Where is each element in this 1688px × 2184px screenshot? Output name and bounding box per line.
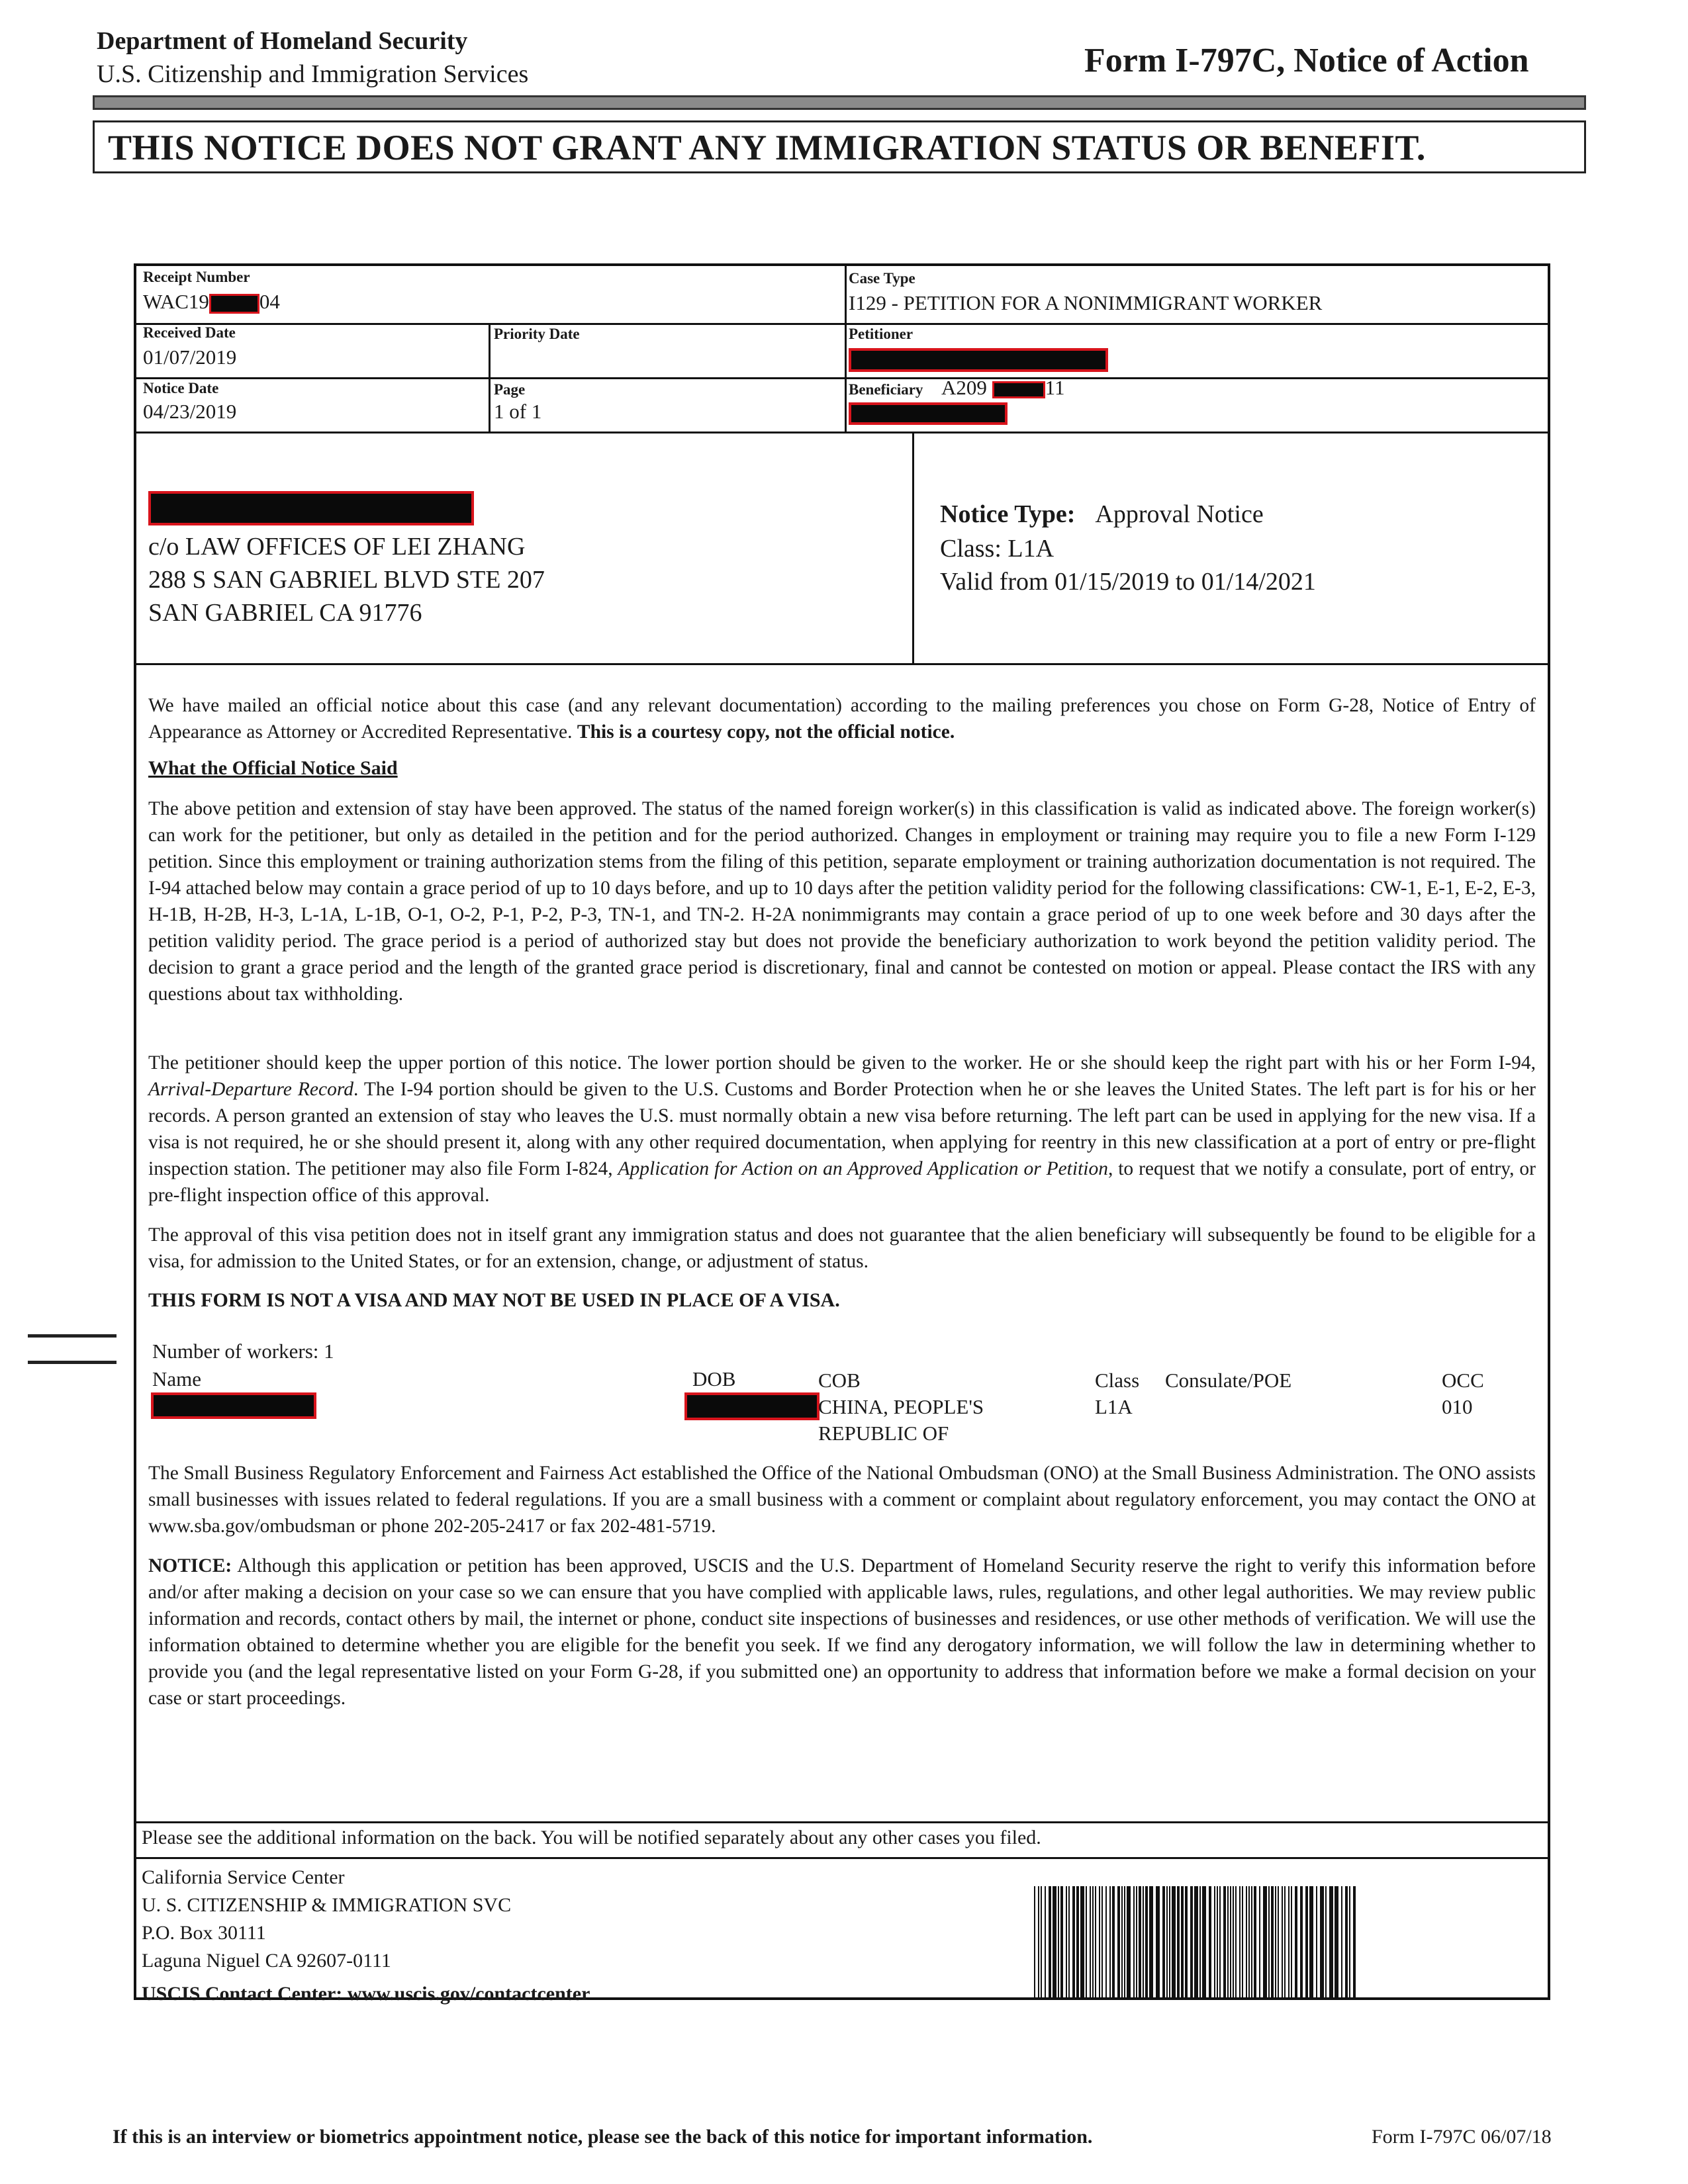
barcode-bar <box>1166 1886 1168 2000</box>
grid-line <box>136 323 1548 325</box>
form-title: Form I-797C, Notice of Action <box>1084 42 1529 79</box>
barcode-bar <box>1295 1886 1297 2000</box>
notice-validity: Valid from 01/15/2019 to 01/14/2021 <box>940 568 1316 596</box>
grid-line <box>489 323 491 432</box>
barcode-bar <box>1316 1886 1317 2000</box>
barcode-bar <box>1127 1886 1131 2000</box>
grid-line <box>136 377 1548 379</box>
notice-text: Although this application or petition has been approved, USCIS and the U.S. Department of Homeland Security reserve the right to verify this information before and/or after making a decision on your case so we can ensure that you have complied with applicable laws, rules, regulations, and other legal authorities. We may review public information and records, contact others by mail, the internet or phone, conduct site inspections of businesses and residences, or use other methods of verification. We will use the information obtained to determine whether you are eligible for the benefit you seek. If we find any derogatory information, we will follow the law in determining whether to provide you (and the legal representative listed on your Form G-28, if you submitted one) an opportunity to address that information before we make a formal decision on your case or start proceedings. <box>148 1555 1536 1709</box>
a-number-prefix: A209 <box>941 376 987 399</box>
barcode-bar <box>1223 1886 1226 2000</box>
barcode-bar <box>1058 1886 1059 2000</box>
barcode-bar <box>1345 1886 1348 2000</box>
barcode-bar <box>1246 1886 1247 2000</box>
service-center-city: Laguna Niguel CA 92607-0111 <box>142 1950 391 1972</box>
barcode-bar <box>1219 1886 1221 2000</box>
address-line-1: c/o LAW OFFICES OF LEI ZHANG <box>148 533 526 561</box>
barcode-bar <box>1092 1886 1094 2000</box>
notice-label: NOTICE: <box>148 1555 232 1576</box>
barcode-bar <box>1181 1886 1184 2000</box>
barcode-bar <box>1169 1886 1170 2000</box>
notice-date-label: Notice Date <box>143 380 219 396</box>
form-identifier: Form I-797C 06/07/18 <box>1372 2126 1552 2148</box>
contact-center-line: USCIS Contact Center: www.uscis.gov/contactcenter <box>142 1983 590 2005</box>
barcode-bar <box>1072 1886 1075 2000</box>
beneficiary-name-redaction <box>849 402 1008 425</box>
barcode-bar <box>1227 1886 1229 2000</box>
barcode-bar <box>1309 1886 1313 2000</box>
barcode-bar <box>1341 1886 1342 2000</box>
service-center-agency: U. S. CITIZENSHIP & IMMIGRATION SVC <box>142 1894 512 1916</box>
grid-line <box>136 1821 1548 1823</box>
header-bar <box>93 95 1586 110</box>
case-type: I129 - PETITION FOR A NONIMMIGRANT WORKER <box>849 291 1323 314</box>
case-type-label: Case Type <box>849 270 915 287</box>
barcode-bar <box>1233 1886 1234 2000</box>
worker-cob-label: COB <box>818 1369 861 1392</box>
verification-notice-paragraph <box>148 1553 1536 1711</box>
barcode-bar <box>1102 1886 1103 2000</box>
courtesy-copy-note: This is a courtesy copy, not the official notice. <box>577 721 955 743</box>
worker-class: L1A <box>1095 1395 1133 1418</box>
page-number: 1 of 1 <box>494 400 542 423</box>
approval-paragraph: The above petition and extension of stay have been approved. The status of the named foreign worker(s) in this classification is valid as indicated above. The foreign worker(s) can work for the petitioner, but only as detailed in the petition and for the period authorized. Changes in employment or training may require you to file a new Form I-129 petition. Since this employment or training authorization stems from the filing of this petition, separate employment or training authorization documentation is not required. The I-94 attached below may contain a grace period of up to 10 days before, and up to 10 days after the petition validity period for the following classifications: CW-1, E-1, E-2, E-3, H-1B, H-2B, H-3, L-1A, L-1B, O-1, O-2, P-1, P-2, P-3, TN-1, and TN-2. H-2A nonimmigrants may contain a grace period of up to one week before and 30 days after the petition validity period. The grace period is a period of authorized stay but does not provide the beneficiary authorization to work beyond the petition validity period. The decision to grant a grace period and the length of the granted grace period is discretionary, final and cannot be contested on motion or appeal. Please contact the IRS with any questions about tax withholding. <box>148 798 1536 1005</box>
barcode-bar <box>1136 1886 1137 2000</box>
barcode-bar <box>1248 1886 1250 2000</box>
department-name: Department of Homeland Security <box>97 27 468 55</box>
barcode-bar <box>1053 1886 1056 2000</box>
barcode-bar <box>1177 1886 1180 2000</box>
grid-line <box>136 432 1548 433</box>
beneficiary-a-number <box>941 376 1065 400</box>
barcode-bar <box>1288 1886 1289 2000</box>
petitioner-paragraph <box>148 1050 1536 1208</box>
worker-name-label: Name <box>152 1367 202 1390</box>
barcode-bar <box>1305 1886 1308 2000</box>
barcode-bar <box>1202 1886 1206 2000</box>
barcode-bar <box>1282 1886 1283 2000</box>
barcode-bar <box>1172 1886 1176 2000</box>
worker-dob-label: DOB <box>692 1367 736 1390</box>
barcode-bar <box>1329 1886 1333 2000</box>
redaction-block <box>992 381 1045 398</box>
barcode-bar <box>1291 1886 1292 2000</box>
barcode-bar <box>1239 1886 1241 2000</box>
barcode-bar <box>1034 1886 1035 2000</box>
barcode-bar <box>1099 1886 1100 2000</box>
p2-text-c: , to request that we notify a consulate, port of entry, or pre-flight inspection office of this approval. <box>148 1158 1536 1206</box>
notice-type-label: Notice Type: <box>940 500 1076 528</box>
barcode-bar <box>1268 1886 1270 2000</box>
barcode-bar <box>1349 1886 1350 2000</box>
barcode-bar <box>1217 1886 1218 2000</box>
notice-type-value: Approval Notice <box>1095 500 1264 528</box>
received-date-label: Received Date <box>143 324 236 341</box>
barcode-bar <box>1133 1886 1135 2000</box>
barcode-bar <box>1320 1886 1324 2000</box>
p2-text-b: . The I-94 portion should be given to the U.S. Customs and Border Protection when he or she leaves the United States. The left part is for his or her records. A person granted an extension of stay who leaves the U.S. must normally obtain a new visa before returning. The left part can be used in applying for the new visa. If a visa is not required, he or she should present it, along with any other required documentation, when applying for reentry in this new classification at a port of entry or pre-flight inspection station. The petitioner may also file Form I-824, <box>148 1079 1536 1179</box>
intro-text: We have mailed an official notice about this case (and any relevant documentation) according to the mailing preferences you chose on Form G-28, Notice of Entry of Appearance as Attorney or Accredited Representative. <box>148 695 1536 743</box>
beneficiary-label: Beneficiary <box>849 381 923 398</box>
barcode-bar <box>1076 1886 1079 2000</box>
barcode-bar <box>1080 1886 1084 2000</box>
notice-class: Class: L1A <box>940 535 1055 563</box>
grid-line <box>845 266 847 432</box>
barcode-bar <box>1278 1886 1279 2000</box>
barcode-bar <box>1068 1886 1070 2000</box>
barcode-bar <box>1230 1886 1231 2000</box>
received-date: 01/07/2019 <box>143 345 237 369</box>
barcode-bar <box>1251 1886 1252 2000</box>
barcode-bar <box>1045 1886 1046 2000</box>
barcode-bar <box>1242 1886 1243 2000</box>
barcode-bar <box>1139 1886 1141 2000</box>
notice-type <box>940 498 1264 531</box>
barcode <box>1034 1886 1358 2000</box>
barcode-bar <box>1156 1886 1160 2000</box>
worker-occ: 010 <box>1442 1395 1473 1418</box>
barcode-bar <box>1214 1886 1215 2000</box>
barcode-bar <box>1194 1886 1198 2000</box>
barcode-bar <box>1066 1886 1067 2000</box>
barcode-bar <box>1049 1886 1051 2000</box>
worker-class-label: Class <box>1095 1369 1140 1392</box>
barcode-bar <box>1275 1886 1276 2000</box>
barcode-bar <box>1300 1886 1303 2000</box>
receipt-prefix: WAC19 <box>143 290 209 313</box>
a-number-suffix: 11 <box>1045 376 1065 399</box>
receipt-number <box>143 290 280 314</box>
barcode-bar <box>1143 1886 1144 2000</box>
barcode-bar <box>1209 1886 1211 2000</box>
barcode-bar <box>1109 1886 1111 2000</box>
barcode-bar <box>1284 1886 1286 2000</box>
address-line-2: 288 S SAN GABRIEL BLVD STE 207 <box>148 566 545 594</box>
barcode-bar <box>1190 1886 1193 2000</box>
barcode-bar <box>1325 1886 1327 2000</box>
page-label: Page <box>494 381 526 398</box>
addressee-redaction <box>148 491 474 525</box>
barcode-bar <box>1263 1886 1267 2000</box>
barcode-bar <box>1121 1886 1123 2000</box>
p2-italic-a: Arrival-Departure Record <box>148 1079 353 1100</box>
worker-cob-line-1: CHINA, PEOPLE'S <box>818 1395 984 1418</box>
grid-line <box>912 432 914 663</box>
receipt-number-label: Receipt Number <box>143 269 250 285</box>
edge-mark <box>28 1361 117 1364</box>
priority-date-label: Priority Date <box>494 326 580 342</box>
additional-info-line: Please see the additional information on the back. You will be notified separately about any other cases you filed. <box>142 1827 1041 1848</box>
redaction-block <box>209 294 259 314</box>
worker-dob-redaction <box>684 1392 820 1420</box>
worker-cob-line-2: REPUBLIC OF <box>818 1422 949 1445</box>
barcode-bar <box>1124 1886 1125 2000</box>
petitioner-redaction <box>849 348 1108 372</box>
barcode-bar <box>1185 1886 1188 2000</box>
p2-text-a: The petitioner should keep the upper portion of this notice. The lower portion should be given to the worker. He or she should keep the right part with his or her Form I-94, <box>148 1052 1536 1073</box>
barcode-bar <box>1335 1886 1338 2000</box>
barcode-bar <box>1353 1886 1356 2000</box>
sbrefa-paragraph: The Small Business Regulatory Enforcement and Fairness Act established the Office of the National Ombudsman (ONO) at the Small Business Administration. The ONO assists small businesses with issues related to federal regulations. If you are a small business with a comment or complaint about regulatory enforcement, you may contact the ONO at www.sba.gov/ombudsman or phone 202-205-2417 or fax 202-481-5719. <box>148 1463 1536 1537</box>
appointment-note: If this is an interview or biometrics appointment notice, please see the back of this notice for important information. <box>113 2126 1093 2148</box>
barcode-bar <box>1060 1886 1063 2000</box>
barcode-bar <box>1271 1886 1274 2000</box>
grid-line <box>136 663 1548 665</box>
barcode-bar <box>1090 1886 1091 2000</box>
barcode-bar <box>1105 1886 1107 2000</box>
barcode-bar <box>1254 1886 1256 2000</box>
visa-paragraph: The approval of this visa petition does not in itself grant any immigration status and does not guarantee that the alien beneficiary will subsequently be found to be eligible for a visa, for admission to the United States, or for an extension, change, or adjustment of status. <box>148 1224 1536 1272</box>
barcode-bar <box>1041 1886 1042 2000</box>
agency-name: U.S. Citizenship and Immigration Services <box>97 60 529 88</box>
receipt-suffix: 04 <box>259 290 280 313</box>
service-center-po-box: P.O. Box 30111 <box>142 1922 266 1944</box>
edge-mark <box>28 1334 117 1338</box>
barcode-bar <box>1145 1886 1148 2000</box>
worker-consulate-label: Consulate/POE <box>1165 1369 1292 1392</box>
not-a-visa-notice: THIS FORM IS NOT A VISA AND MAY NOT BE USED IN PLACE OF A VISA. <box>148 1289 840 1311</box>
official-notice-heading: What the Official Notice Said <box>148 757 398 779</box>
grid-line <box>136 1857 1548 1859</box>
barcode-bar <box>1038 1886 1039 2000</box>
barcode-bar <box>1259 1886 1260 2000</box>
intro-paragraph <box>148 692 1536 745</box>
worker-occ-label: OCC <box>1442 1369 1484 1392</box>
status-banner: THIS NOTICE DOES NOT GRANT ANY IMMIGRATION STATUS OR BENEFIT. <box>93 120 1586 173</box>
barcode-bar <box>1095 1886 1096 2000</box>
barcode-bar <box>1162 1886 1165 2000</box>
barcode-bar <box>1117 1886 1120 2000</box>
notice-date: 04/23/2019 <box>143 400 237 423</box>
barcode-bar <box>1086 1886 1087 2000</box>
barcode-bar <box>1235 1886 1237 2000</box>
address-line-3: SAN GABRIEL CA 91776 <box>148 599 422 627</box>
worker-name-redaction <box>151 1392 316 1419</box>
service-center-name: California Service Center <box>142 1866 345 1888</box>
barcode-bar <box>1199 1886 1201 2000</box>
barcode-bar <box>1112 1886 1115 2000</box>
petitioner-label: Petitioner <box>849 326 914 342</box>
barcode-bar <box>1149 1886 1153 2000</box>
p2-italic-b: Application for Action on an Approved Application or Petition <box>618 1158 1108 1179</box>
worker-count: Number of workers: 1 <box>152 1340 334 1363</box>
